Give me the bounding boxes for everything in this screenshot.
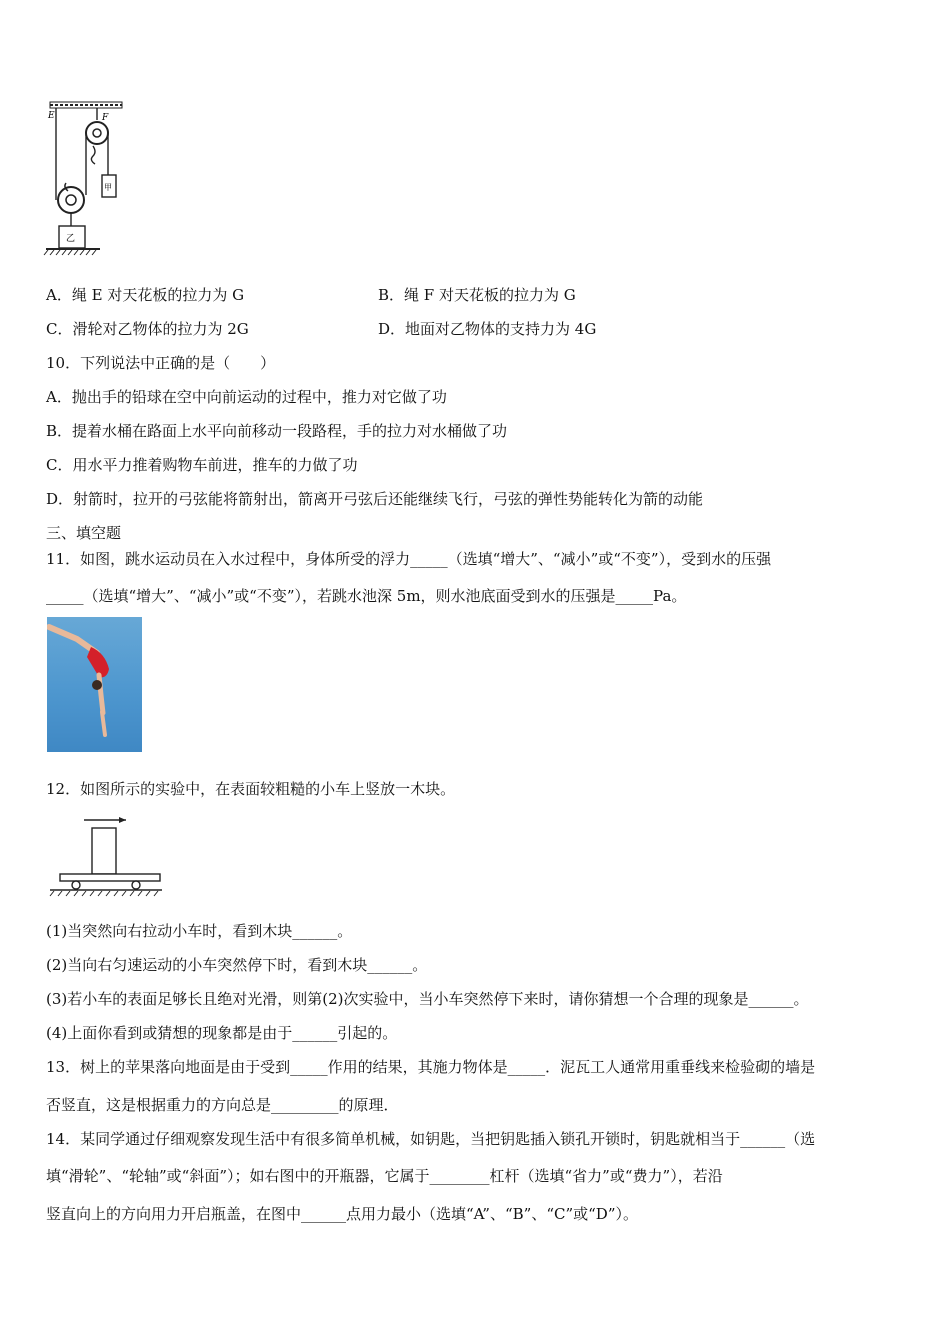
q12-part3: (3)若小车的表面足够长且绝对光滑，则第(2)次实验中，当小车突然停下来时，请你猜想一个合理的现象是______。 <box>46 990 809 1008</box>
q12-part4: (4)上面你看到或猜想的现象都是由于______引起的。 <box>46 1024 398 1042</box>
q12-part1: (1)当突然向右拉动小车时，看到木块______。 <box>46 922 353 940</box>
cart-wheel <box>72 881 80 889</box>
wooden-block <box>92 828 116 874</box>
svg-text:乙: 乙 <box>66 234 76 244</box>
diver-photo <box>47 617 142 752</box>
fixed-pulley <box>86 122 108 144</box>
label-f: F <box>102 113 109 123</box>
q13-line1: 13．树上的苹果落向地面是由于受到_____作用的结果，其施力物体是_____．泥瓦工人通常用重垂线来检验砌的墙是 <box>46 1058 816 1076</box>
q9-option-a: A．绳 E 对天花板的拉力为 G <box>46 286 245 304</box>
movable-pulley <box>58 187 84 213</box>
q13-line2: 否竖直，这是根据重力的方向总是_________的原理． <box>46 1096 399 1114</box>
section-title: 三、填空题 <box>46 524 122 542</box>
cart-diagram <box>46 812 166 902</box>
q14-line2: 填“滑轮”、“轮轴”或“斜面”）；如右图中的开瓶器，它属于________杠杆（选填“省力”或“费力”），若沿 <box>46 1167 723 1185</box>
diver-legs <box>49 627 97 653</box>
q14-line1: 14．某同学通过仔细观察发现生活中有很多简单机械，如钥匙，当把钥匙插入锁孔开锁时，钥匙就相当于______（选 <box>46 1130 816 1148</box>
q12-part2: (2)当向右匀速运动的小车突然停下时，看到木块______。 <box>46 956 428 974</box>
label-e: E <box>48 111 55 121</box>
q11-line1: 11．如图，跳水运动员在入水过程中，身体所受的浮力_____（选填“增大”、“减小”或“不变”），受到水的压强 <box>46 550 772 568</box>
cart-wheel <box>132 881 140 889</box>
cart-body <box>60 874 160 881</box>
q9-option-b: B．绳 F 对天花板的拉力为 G <box>378 286 576 304</box>
q10-option-b: B．提着水桶在路面上水平向前移动一段路程，手的拉力对水桶做了功 <box>46 422 508 440</box>
q10-stem: 10．下列说法中正确的是（ ） <box>46 354 276 372</box>
q10-option-c: C．用水平力推着购物车前进，推车的力做了功 <box>46 456 358 474</box>
svg-text:甲: 甲 <box>104 183 112 192</box>
q10-option-a: A．抛出手的铅球在空中向前运动的过程中，推力对它做了功 <box>46 388 447 406</box>
q12-stem: 12．如图所示的实验中，在表面较粗糙的小车上竖放一木块。 <box>46 780 456 798</box>
q10-option-d: D．射箭时，拉开的弓弦能将箭射出，箭离开弓弦后还能继续飞行，弓弦的弹性势能转化为箭的动能 <box>46 490 704 508</box>
q9-option-c: C．滑轮对乙物体的拉力为 2G <box>46 320 249 338</box>
q14-line3: 竖直向上的方向用力开启瓶盖，在图中______点用力最小（选填“A”、“B”、“C”或“D”）。 <box>46 1205 639 1223</box>
q9-option-d: D．地面对乙物体的支持力为 4G <box>378 320 597 338</box>
q11-line2: _____（选填“增大”、“减小”或“不变”），若跳水池深 5m，则水池底面受到水的压强是_____Pa。 <box>46 587 687 605</box>
pulley-diagram <box>40 100 125 260</box>
